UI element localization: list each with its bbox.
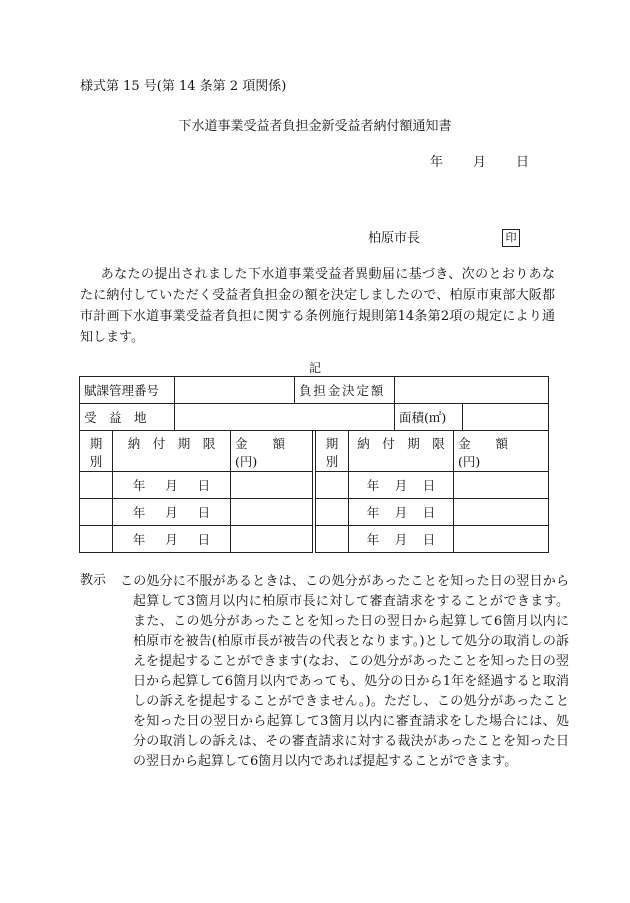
body-paragraph: あなたの提出されました下水道事業受益者異動届に基づき、次のとおりあなたに納付していただく受益者負担金の額を決定しましたので、柏原市東部大阪都市計画下水道事業受益者負担に関する条例施行規則第14条第2項の規定により通知します。 [80, 267, 555, 345]
date-line [430, 154, 529, 172]
table-row: 年 月 日 [316, 526, 549, 553]
decided-amount-value [395, 377, 549, 404]
tax-number-value [175, 377, 295, 404]
amount-header-label: 金 額 [458, 436, 509, 451]
area-label: 面積(㎡) [395, 404, 463, 431]
table-row: 年 月 日 [80, 499, 313, 526]
date-day: 日 [516, 155, 530, 170]
period-header: 期別 [80, 431, 113, 472]
amount-header [231, 431, 313, 472]
schedule-table-right [315, 430, 549, 553]
land-value [175, 404, 395, 431]
table-row: 年 月 日 [316, 472, 549, 499]
document-title: 下水道事業受益者負担金新受益者納付額通知書 [178, 119, 452, 134]
table-row: 年 月 日 [316, 499, 549, 526]
assessment-table [79, 376, 549, 431]
seal-mark: 印 [502, 229, 520, 247]
land-label: 受 益 地 [80, 404, 175, 431]
notice-label: 教示 [80, 573, 107, 588]
amount-header-label: 金 額 [235, 436, 286, 451]
notice-text: この処分に不服があるときは、この処分があったことを知った日の翌日から起算して3箇月以内に柏原市長に対して審査請求をすることができます。また、この処分があったことを知った日の翌日から起算して6箇月以内に柏原市を被告(柏原市長が被告の代表となります。)として処分の取消しの訴えを提起することができます(なお、この処分があったことを知った日の翌日から起算して6箇月以内であっても、処分の日から1年を経過すると取消しの訴えを提起することができません。)。ただし、この処分があったことを知った日の翌日から起算して3箇月以内に審査請求をした場合には、処分の取消しの訴えは、その審査請求に対する裁決があったことを知った日の翌日から起算して6箇月以内であれば提起することができます。 [120, 574, 569, 769]
date-year: 年 [430, 155, 444, 170]
tax-number-label: 賦課管理番号 [80, 377, 175, 404]
area-value [463, 404, 549, 431]
form-number: 様式第 15 号(第 14 条第 2 項関係) [80, 79, 287, 94]
period-header: 期別 [316, 431, 349, 472]
amount-header-unit: (円) [458, 454, 481, 469]
deadline-header: 納 付 期 限 [113, 431, 231, 472]
table-row: 年 月 日 [80, 472, 313, 499]
issuer-name: 柏原市長 [368, 231, 421, 246]
amount-header-unit: (円) [235, 454, 258, 469]
section-mark: 記 [308, 361, 321, 375]
table-row: 年 月 日 [80, 526, 313, 553]
amount-header [454, 431, 549, 472]
schedule-table-left [79, 430, 313, 553]
decided-amount-label: 負担金決定額 [295, 377, 395, 404]
date-month: 月 [473, 155, 487, 170]
deadline-header: 納 付 期 限 [349, 431, 454, 472]
